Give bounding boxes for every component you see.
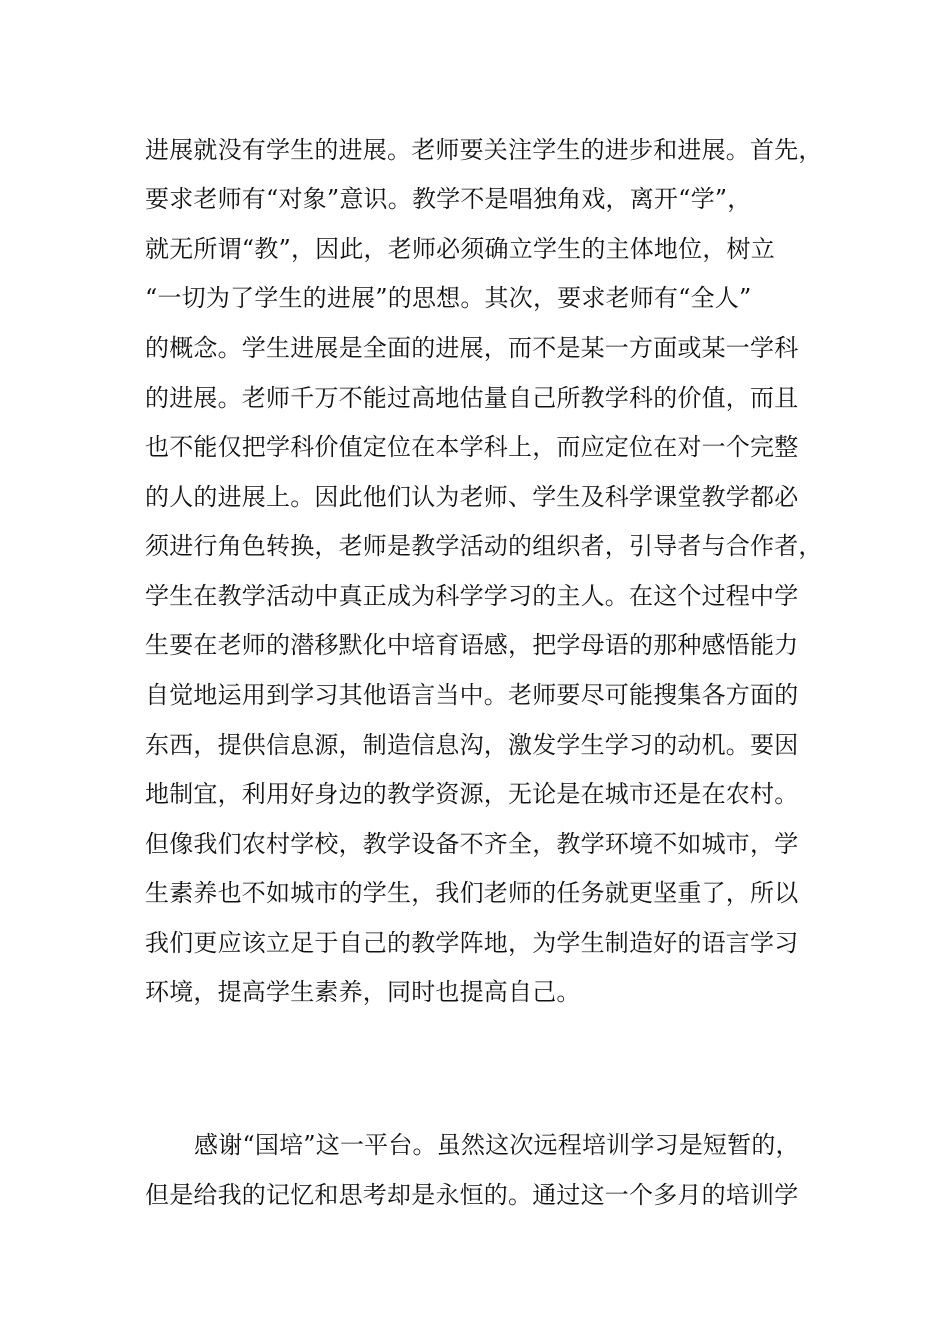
text-line: 地制宜，利用好身边的教学资源，无论是在城市还是在农村。 [145,780,799,808]
text-line: 生素养也不如城市的学生，我们老师的任务就更坚重了，所以 [145,879,799,907]
text-line: 自觉地运用到学习其他语言当中。老师要尽可能搜集各方面的 [145,681,799,709]
text-line: 我们更应该立足于自己的教学阵地，为学生制造好的语言学习 [145,929,799,957]
text-line: 环境，提高学生素养，同时也提高自己。 [145,978,581,1006]
text-line: 感谢“国培”这一平台。虽然这次远程培训学习是短暂的， [194,1131,800,1159]
text-line: 进展就没有学生的进展。老师要关注学生的进步和进展。首先， [145,136,823,164]
text-line: 东西，提供信息源，制造信息沟，激发学生学习的动机。要因 [145,731,799,759]
text-line: 但像我们农村学校，教学设备不齐全，教学环境不如城市，学 [145,830,799,858]
text-line: 的进展。老师千万不能过高地估量自己所教学科的价值，而且 [145,384,799,412]
text-line: 的概念。学生进展是全面的进展，而不是某一方面或某一学科 [145,334,799,362]
text-line: 须进行角色转换，老师是教学活动的组织者，引导者与合作者， [145,532,823,560]
text-line: 就无所谓“教”，因此，老师必须确立学生的主体地位，树立 [145,235,775,263]
text-line: 学生在教学活动中真正成为科学学习的主人。在这个过程中学 [145,582,799,610]
text-line: 要求老师有“对象”意识。教学不是唱独角戏，离开“学”， [145,185,752,213]
text-line: 的人的进展上。因此他们认为老师、学生及科学课堂教学都必 [145,483,799,511]
text-line: 但是给我的记忆和思考却是永恒的。通过这一个多月的培训学 [145,1181,799,1209]
text-line: 生要在老师的潜移默化中培育语感，把学母语的那种感悟能力 [145,631,799,659]
text-line: 也不能仅把学科价值定位在本学科上，而应定位在对一个完整 [145,433,799,461]
text-line: “一切为了学生的进展”的思想。其次，要求老师有“全人” [145,284,752,312]
